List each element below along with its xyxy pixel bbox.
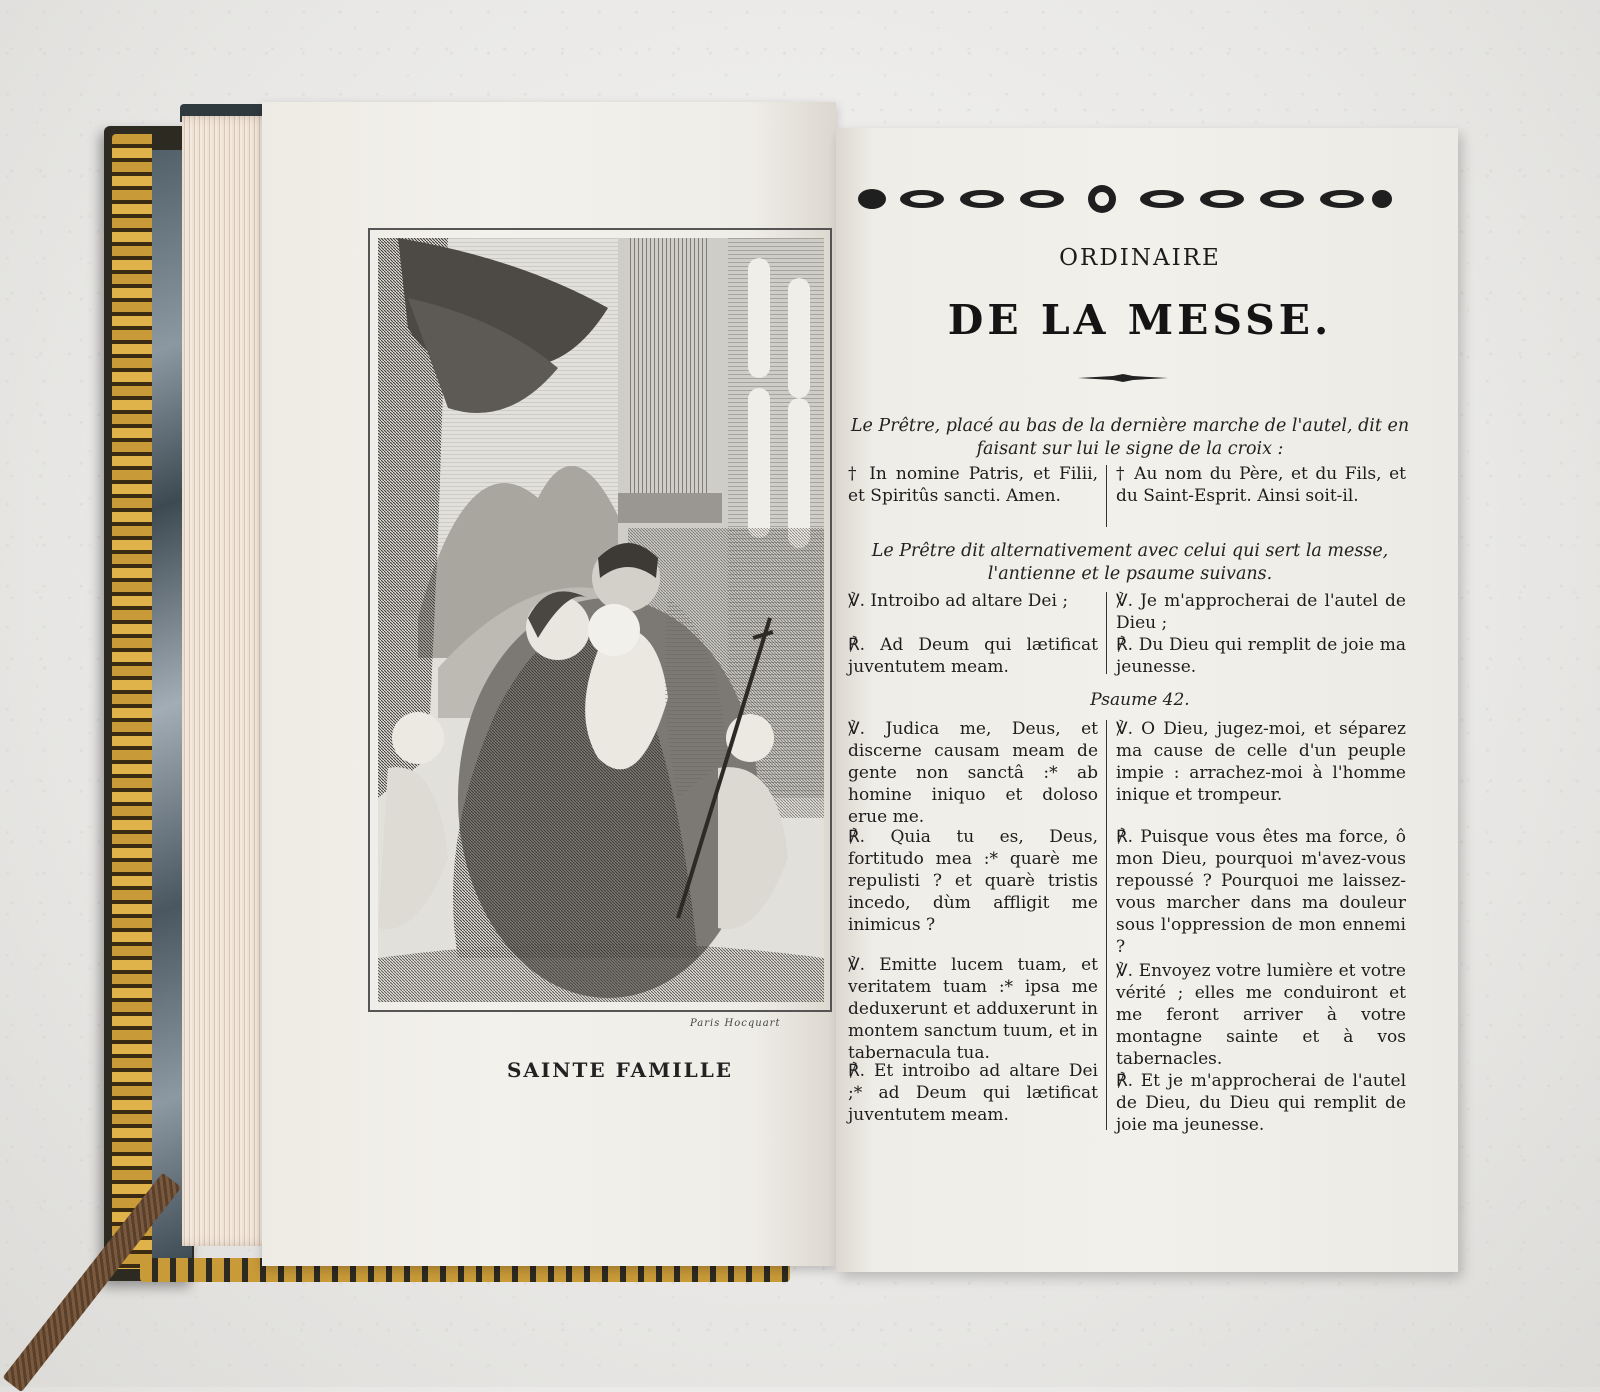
- gilt-cover-border: [112, 134, 152, 1269]
- plate-title: SAINTE FAMILLE: [506, 1058, 734, 1082]
- psalm-french-verse-2: ℟. Puisque vous êtes ma force, ô mon Dieu, pourquoi m'avez-vous repoussé ? Pourquoi me laissez-vous marcher dans ma douleur sous l'oppression de mon ennemi ?: [1116, 827, 1406, 957]
- psalm-latin-verse-4: ℟. Et introibo ad altare Dei ;* ad Deum qui lætificat juventutem meam.: [848, 1061, 1098, 1125]
- rubric-alternately: Le Prêtre dit alternativement avec celui qui sert la messe, l'antienne et le psaume suivans.: [871, 541, 1389, 584]
- psalm-french-verse-1: ℣. O Dieu, jugez-moi, et séparez ma cause de celle d'un peuple impie : arrachez-moi à l'homme inique et trompeur.: [1116, 719, 1406, 805]
- sign-of-cross-french: † Au nom du Père, et du Fils, et du Saint-Esprit. Ainsi soit-il.: [1116, 464, 1406, 506]
- title-de-la-messe: DE LA MESSE.: [947, 296, 1333, 344]
- antiphon-french-versicle: ℣. Je m'approcherai de l'autel de Dieu ;: [1116, 591, 1406, 633]
- antiphon-french-response: ℟. Du Dieu qui remplit de joie ma jeunesse.: [1116, 635, 1406, 677]
- column-rule: [1106, 720, 1107, 1130]
- psalm-french-verse-4: ℟. Et je m'approcherai de l'autel de Dieu, du Dieu qui remplit de joie ma jeunesse.: [1116, 1071, 1406, 1135]
- column-rule: [1106, 592, 1107, 674]
- psalm-latin-verse-1: ℣. Judica me, Deus, et discerne causam meam de gente non sanctâ :* ab homine iniquo et doloso erue me.: [848, 719, 1098, 827]
- title-ordinaire: ORDINAIRE: [1059, 245, 1221, 271]
- rubric-opening: Le Prêtre, placé au bas de la dernière marche de l'autel, dit en faisant sur lui le signe de la croix :: [850, 416, 1410, 459]
- psalm-latin-verse-2: ℟. Quia tu es, Deus, fortitudo mea :* quarè me repulisti ? et quarè tristis incedo, dùm affligit me inimicus ?: [848, 827, 1098, 935]
- psalm-heading: Psaume 42.: [1090, 690, 1190, 710]
- title-divider: [1078, 374, 1168, 382]
- antiphon-latin-response: ℟. Ad Deum qui lætificat juventutem meam.: [848, 635, 1098, 677]
- sign-of-cross-latin: † In nomine Patris, et Filii, et Spiritûs sancti. Amen.: [848, 464, 1098, 506]
- holy-family-engraving: [378, 238, 824, 1002]
- column-rule: [1106, 465, 1107, 527]
- engraving-credit: Paris Hocquart: [690, 1018, 781, 1029]
- header-ornament: [852, 180, 1394, 218]
- psalm-latin-verse-3: ℣. Emitte lucem tuam, et veritatem tuam :* ipsa me deduxerunt et adduxerunt in montem sanctum tuum, et in tabernacula tua.: [848, 955, 1098, 1063]
- antiphon-latin-versicle: ℣. Introibo ad altare Dei ;: [848, 591, 1069, 611]
- psalm-french-verse-3: ℣. Envoyez votre lumière et votre vérité ; elles me conduiront et me feront arriver à votre montagne sainte et à vos tabernacles.: [1116, 961, 1406, 1069]
